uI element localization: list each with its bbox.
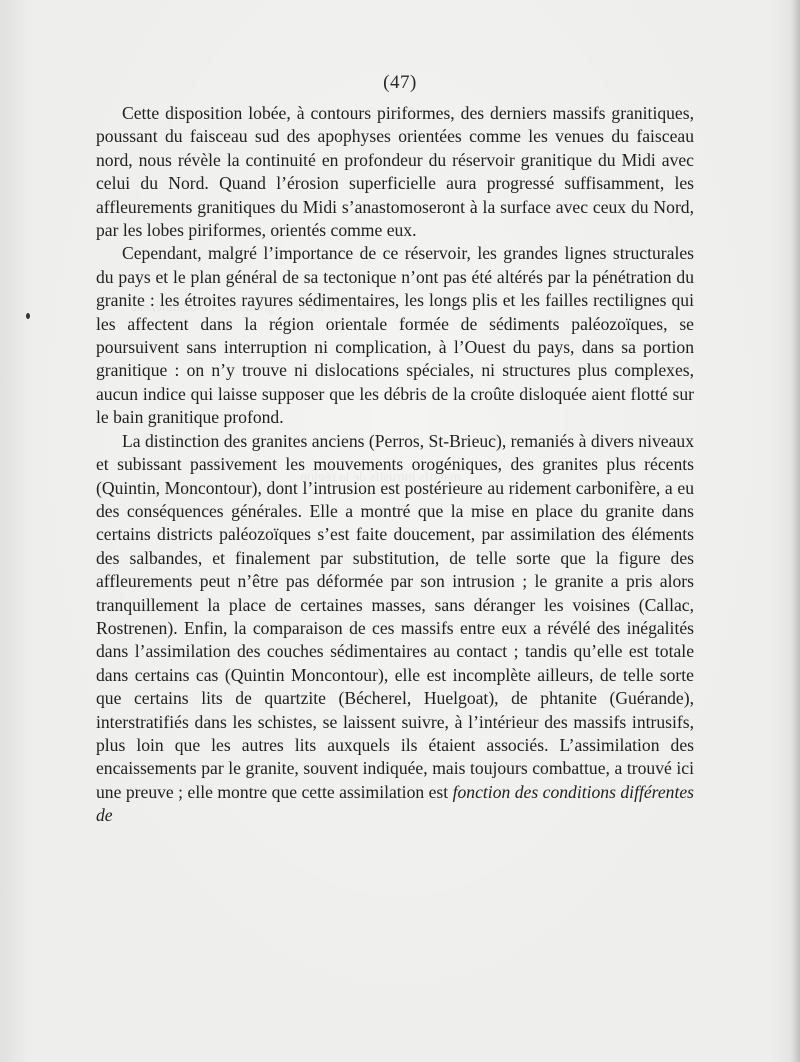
page-edge-shadow [790, 0, 800, 1062]
page-number: (47) [383, 72, 417, 93]
margin-mark [26, 313, 30, 319]
paragraph-1: Cette disposition lobée, à contours piriformes, des derniers massifs granitiques, poussant du faisceau sud des apophyses orientées comme les venues du faisceau nord, nous révèle la continuité en profondeur du réservoir granitique du Midi avec celui du Nord. Quand l’érosion superficielle aura progressé suffisamment, les affleurements granitiques du Midi s’anastomoseront à la surface avec ceux du Nord, par les lobes piriformes, orientés comme eux. [96, 103, 694, 241]
body-text [96, 102, 694, 828]
paragraph-3 [96, 430, 694, 828]
italic-phrase: fonction des conditions différentes de [96, 781, 695, 826]
paragraph-3-text: La distinction des granites anciens (Perros, St-Brieuc), remaniés à divers niveaux et subissant passivement les mouvements orogéniques, des granites plus récents (Quintin, Moncontour), dont l’intrusion est postérieure au ridement carbonifère, a eu des conséquences générales. Elle a montré que la mise en place du granite dans certains districts paléozoïques s’est faite doucement, par assimilation des éléments des salbandes, et finalement par substitution, de telle sorte que la figure des affleurements peut n’être pas déformée par son intrusion ; le granite a pris alors tranquillement la place de certaines masses, sans déranger les voisines (Callac, Rostrenen). Enfin, la comparaison de ces massifs entre eux a révélé des inégalités dans l’assimilation des couches sédimentaires au contact ; tandis qu’elle est totale dans certains cas (Quintin Moncontour), elle est incomplète ailleurs, de telle sorte que certains lits de quartzite (Bécherel, Huelgoat), de phtanite (Guérande), interstratifiés dans les schistes, se laissent suivre, à l’intérieur des massifs intrusifs, plus loin que les autres lits auxquels ils étaient associés. L’assimilation des encaissements par le granite, souvent indiquée, mais toujours combattue, a trouvé ici une preuve ; elle montre que cette assimilation est [96, 430, 694, 802]
paragraph-2: Cependant, malgré l’importance de ce réservoir, les grandes lignes structurales du pays et le plan général de sa tectonique n’ont pas été altérés par la pénétration du granite : les étroites rayures sédimentaires, les longs plis et les failles rectilignes qui les affectent dans la région orientale formée de sédiments paléozoïques, se poursuivent sans interruption ni complication, à l’Ouest du pays, dans sa portion granitique : on n’y trouve ni dislocations spéciales, ni structures plus complexes, aucun indice qui laisse supposer que les débris de la croûte disloquée aient flotté sur le bain granitique profond. [96, 243, 694, 428]
